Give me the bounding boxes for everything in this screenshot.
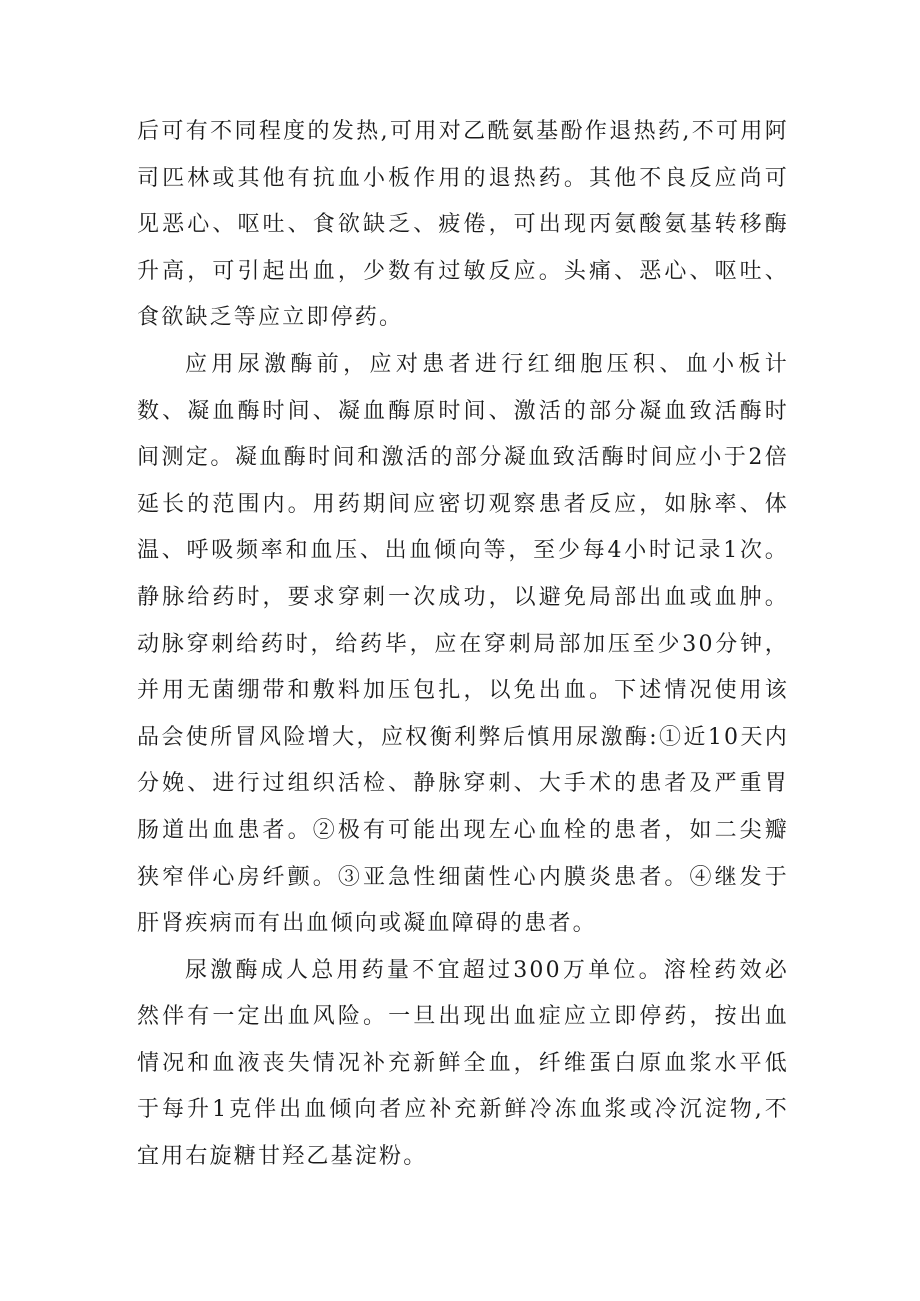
paragraph-dosage-bleeding: 尿激酶成人总用药量不宜超过300万单位。溶栓药效必然伴有一定出血风险。一旦出现出血症应立即停药，按出血情况和血液丧失情况补充新鲜全血，纤维蛋白原血浆水平低于每升1克伴出血倾向者应补充新鲜冷冻血浆或冷沉淀物,不宜用右旋糖甘羟乙基淀粉。 (137, 957, 789, 1170)
document-body (137, 109, 789, 1181)
paragraph-adverse-reactions: 后可有不同程度的发热,可用对乙酰氨基酚作退热药,不可用阿司匹林或其他有抗血小板作用的退热药。其他不良反应尚可见恶心、呕吐、食欲缺乏、疲倦，可出现丙氨酸氨基转移酶升高，可引起出血，少数有过敏反应。头痛、恶心、呕吐、食欲缺乏等应立即停药。 (137, 119, 789, 331)
paragraph-precautions: 应用尿激酶前，应对患者进行红细胞压积、血小板计数、凝血酶时间、凝血酶原时间、激活的部分凝血致活酶时间测定。凝血酶时间和激活的部分凝血致活酶时间应小于2倍延长的范围内。用药期间应密切观察患者反应，如脉率、体温、呼吸频率和血压、出血倾向等，至少每4小时记录1次。静脉给药时，要求穿刺一次成功，以避免局部出血或血肿。动脉穿刺给药时，给药毕，应在穿刺局部加压至少30分钟，并用无菌绷带和敷料加压包扎，以免出血。下述情况使用该品会使所冒风险增大，应权衡利弊后慎用尿激酶:①近10天内分娩、进行过组织活检、静脉穿刺、大手术的患者及严重胃肠道出血患者。②极有可能出现左心血栓的患者，如二尖瓣狭窄伴心房纤颤。③亚急性细菌性心内膜炎患者。④继发于肝肾疾病而有出血倾向或凝血障碍的患者。 (137, 351, 789, 937)
